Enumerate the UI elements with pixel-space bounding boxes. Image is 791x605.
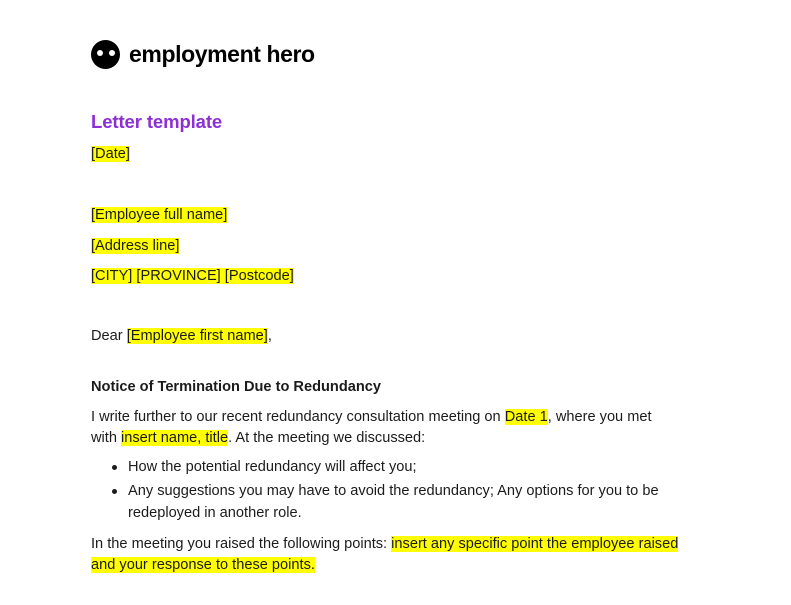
salutation-prefix: Dear: [91, 328, 127, 345]
employee-full-name-placeholder: [Employee full name]: [91, 207, 228, 224]
intro-text-1: I write further to our recent redundancy consultation meeting on: [91, 408, 505, 425]
intro-paragraph: [91, 407, 681, 450]
salutation-suffix: ,: [267, 328, 272, 345]
list-item: How the potential redundancy will affect you;: [128, 457, 691, 479]
date-1-placeholder: Date 1: [504, 408, 548, 425]
date-placeholder: [Date]: [91, 146, 130, 162]
spacer: [91, 165, 691, 205]
city-province-postcode-placeholder: [CITY] [PROVINCE] [Postcode]: [91, 267, 294, 284]
intro-text-2: , where you met with: [91, 408, 652, 447]
discussion-points-list: [91, 457, 691, 525]
address-line-1: [91, 205, 691, 226]
list-item: Any suggestions you may have to avoid the redundancy; Any options for you to be redeployed in another role.: [128, 481, 691, 525]
insert-name-title-placeholder: insert name, title: [121, 430, 229, 447]
employment-hero-circle-icon: [91, 40, 120, 69]
intro-text-3: . At the meeting we discussed:: [228, 430, 426, 447]
employee-first-name-placeholder: [Employee first name]: [126, 328, 268, 345]
address-line-2: [91, 236, 691, 257]
section-heading: Notice of Termination Due to Redundancy: [91, 379, 382, 396]
salutation: [91, 326, 691, 347]
spacer: [91, 347, 691, 377]
closing-text-1: In the meeting you raised the following points:: [91, 536, 392, 553]
brand-name: employment hero: [129, 41, 315, 67]
brand-logo: [91, 40, 691, 69]
closing-paragraph: [91, 534, 681, 577]
address-line-3: [91, 266, 691, 287]
spacer: [91, 296, 691, 326]
address-line-placeholder: [Address line]: [91, 237, 180, 254]
date-line: [91, 144, 691, 165]
page-title: Letter template: [91, 111, 223, 132]
insert-specific-point-placeholder: insert any specific point the employee raised and your response to these points.: [91, 536, 679, 574]
